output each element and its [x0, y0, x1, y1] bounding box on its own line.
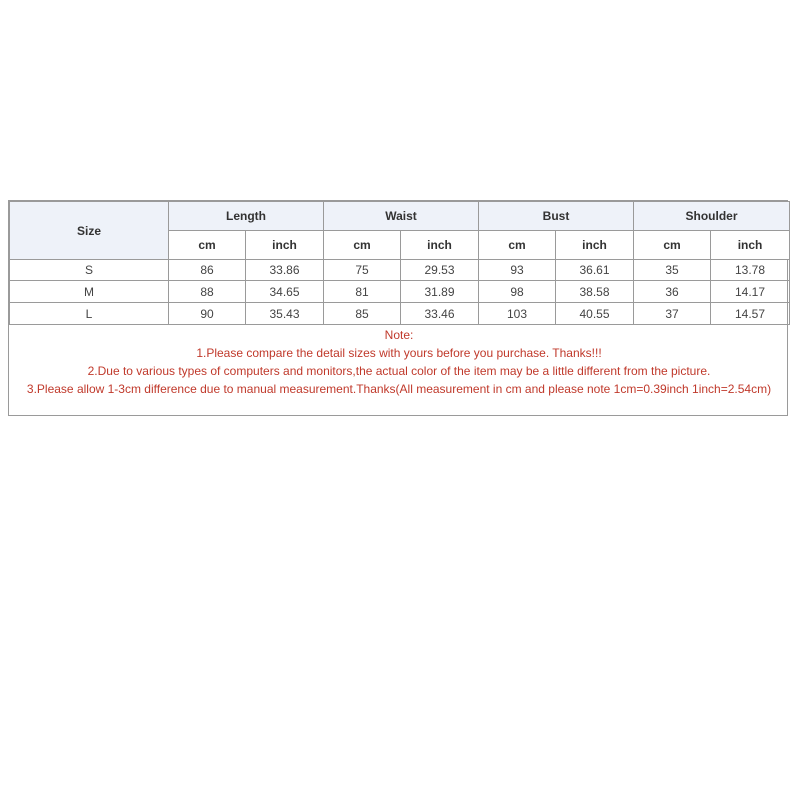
bust-inch-cell: 40.55 [556, 303, 634, 325]
shoulder-cm-cell: 36 [634, 281, 711, 303]
unit-header-inch: inch [556, 231, 634, 260]
size-cell: S [10, 260, 169, 281]
size-cell: L [10, 303, 169, 325]
waist-cm-cell: 81 [324, 281, 401, 303]
shoulder-cm-cell: 37 [634, 303, 711, 325]
length-inch-cell: 33.86 [246, 260, 324, 281]
size-chart [8, 200, 788, 416]
length-inch-cell: 34.65 [246, 281, 324, 303]
note-line-2: 2.Due to various types of computers and monitors,the actual color of the item may be a little different from the picture. [87, 364, 711, 378]
unit-header-cm: cm [634, 231, 711, 260]
unit-header-cm: cm [479, 231, 556, 260]
bust-inch-cell: 38.58 [556, 281, 634, 303]
unit-header-inch: inch [401, 231, 479, 260]
waist-cm-cell: 85 [324, 303, 401, 325]
unit-header-inch: inch [711, 231, 790, 260]
length-cm-cell: 88 [169, 281, 246, 303]
table-row [10, 303, 790, 325]
bust-inch-cell: 36.61 [556, 260, 634, 281]
notes-section [9, 326, 789, 398]
length-inch-cell: 35.43 [246, 303, 324, 325]
shoulder-cm-cell: 35 [634, 260, 711, 281]
size-header: Size [10, 202, 169, 260]
unit-header-cm: cm [169, 231, 246, 260]
shoulder-inch-cell: 14.17 [711, 281, 790, 303]
note-line-1: 1.Please compare the detail sizes with yours before you purchase. Thanks!!! [196, 346, 602, 360]
bust-cm-cell: 98 [479, 281, 556, 303]
length-cm-cell: 86 [169, 260, 246, 281]
table-row [10, 260, 790, 281]
note-line-3: 3.Please allow 1-3cm difference due to manual measurement.Thanks(All measurement in cm and please note 1cm=0.39inch 1inch=2.54cm) [26, 382, 772, 396]
shoulder-inch-cell: 13.78 [711, 260, 790, 281]
length-header: Length [169, 202, 324, 231]
size-table [9, 201, 790, 325]
bust-cm-cell: 93 [479, 260, 556, 281]
shoulder-inch-cell: 14.57 [711, 303, 790, 325]
table-row [10, 281, 790, 303]
note-title: Note: [384, 328, 414, 342]
size-cell: M [10, 281, 169, 303]
waist-inch-cell: 31.89 [401, 281, 479, 303]
bust-cm-cell: 103 [479, 303, 556, 325]
header-row-groups [10, 202, 790, 231]
waist-cm-cell: 75 [324, 260, 401, 281]
unit-header-cm: cm [324, 231, 401, 260]
unit-header-inch: inch [246, 231, 324, 260]
waist-inch-cell: 33.46 [401, 303, 479, 325]
shoulder-header: Shoulder [634, 202, 790, 231]
bust-header: Bust [479, 202, 634, 231]
waist-inch-cell: 29.53 [401, 260, 479, 281]
waist-header: Waist [324, 202, 479, 231]
length-cm-cell: 90 [169, 303, 246, 325]
